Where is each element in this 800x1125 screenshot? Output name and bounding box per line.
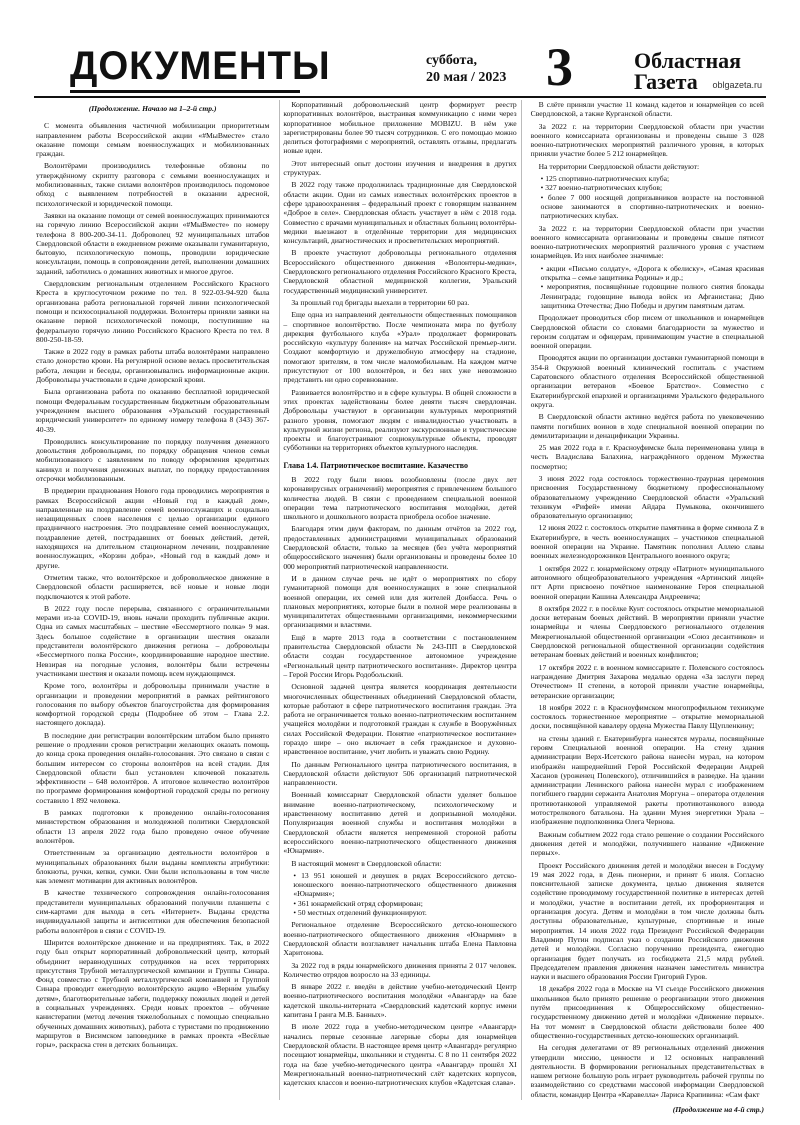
list-item: • 50 местных отделений функционируют. <box>293 908 516 917</box>
paragraph: Проект Российского движения детей и молодёжи внесен в Госдуму 19 мая 2022 года, в День пионерии, и принят 6 июля. Согласно пояснительной записке документа, целью движения является содействие проводимому государственной политике в интересах детей и молодёжи, участие в воспитании детей, их профориентация и организация досуга. Детям и молодёжи в том числе должны быть доступны образовательные, культурные, спортивные и иные мероприятия. 14 июля 2022 года Президент Российской Федерации Владимир Путин подписал указ о создании Российского движения детей и молодёжи. Согласно поручению президента, ежегодно организация будет получать из госбюджета 21,5 млрд рублей. Председателем правления движения назначен заместитель министра науки и высшего образования России Григорий Гуров. <box>530 860 764 982</box>
paragraph: В июле 2022 года в учебно-методическом центре «Авангард» начались первые сезонные лагерные сборы для юнармейцев Свердловской области. В настоящее время центр «Авангард» регулярно посещают юнармейцы, школьники и студенты. С 8 по 11 сентября 2022 года на базе учебно-методического центра «Авангард» прошёл XI Межрегиональный военно-патриотический слёт кадетских корпусов, кадетских классов и военно-патриотических клубов «Кадетская слава». <box>283 1022 517 1088</box>
paragraph: 3 июня 2022 года состоялось торжественно-траурная церемония присвоения Государственному бюджетному профессиональному образовательному учреждению Свердловской области «Уральский техникум «Рифей» имени Айдара Пумыкова, окончившего образовательную организацию; <box>530 473 764 521</box>
continuation-note: (Продолжение. Начало на 1–2-й стр.) <box>88 104 217 113</box>
paragraph: В 2022 году были вновь возобновлены (после двух лет коронавирусных ограничений) мероприятия с привлечением большого количества людей. В связи с проведением специальной военной операции тема патриотического воспитания молодёжи, детей школьного и дошкольного возраста приобрела особое значение. <box>283 474 517 522</box>
paragraph: Военный комиссариат Свердловской области уделяет большое внимание военно-патриотическому, психологическому и нравственному воспитанию детей и допризывной молодёжи. Популяризация военной службы и воспитания молодёжи в Свердловской области является непременной стороной работы всероссийского военно-патриотического общественного движения «Юнармия». <box>283 790 517 856</box>
paragraph: Развивается волонтёрство и в сфере культуры. В общей сложности в этих проектах задействованы более девяти тысяч свердловчан. Добровольцы участвуют в организации культурных мероприятий разного уровня, помогают людям с инвалидностью участвовать в культурной жизни региона, реализуют экскурсионные и туристические проекты и благоустраивают социокультурные объекты, проводят субботники на территориях объектов культурного наследия. <box>283 387 517 453</box>
paragraph: В последние дни регистрации волонтёрским штабом было принято решение о продлении сроков регистрации желающих оказать помощь до конца срока проведения онлайн-голосования. Это связано в связи с большим интересом со стороны волонтёров на всей стадии. Для Свердловской области был установлен ключевой показатель эффективности – 648 волонтёров. А итоговое количество волонтёров по программе формирования комфортной городской среды по региону составило 1 892 человека. <box>36 730 270 805</box>
paragraph: Кроме того, волонтёры и добровольцы принимали участие в организации и проведении мероприятий в рамках рейтингового голосования по выбору объектов благоустройства для формирования комфортной городской среды (Подробнее об этом – Глава 2.2. настоящего доклада). <box>36 681 270 728</box>
paragraph: В настоящий момент в Свердловской области: <box>291 858 442 868</box>
paragraph: За 2022 год в ряды юнармейского движения приняты 2 017 человек. Количество отрядов возросло на 33 единицы. <box>283 960 517 979</box>
paragraph: С момента объявления частичной мобилизации приоритетным направлением работы Всероссийской акции «#МыВместе» стало оказание помощи семьям военнослужащих и мобилизованных граждан. <box>36 121 270 159</box>
list-item: • 361 юнармейский отряд сформирован; <box>293 899 516 908</box>
column-2 <box>283 100 516 1100</box>
paragraph: В 2022 году также продолжилась традиционные для Свердловской области акции. Одни из самых известных волонтёрских проектов в сфере здравоохранения – федеральный проект с говорящим названием «Доброе в селе». Свердловская область участвует в нём с 2018 года. Совместно с врачами муниципальных и областных больниц волонтёры-медики выезжают в отделённые территории для медицинских консультаций, диагностических и просветительских мероприятий. <box>283 180 517 246</box>
paragraph: На территории Свердловской области действуют: <box>538 161 700 171</box>
paragraph: В слёте приняли участие 11 команд кадетов и юнармейцев со всей Свердловской, а также Курганской области. <box>530 100 764 119</box>
masthead <box>34 0 766 98</box>
paragraph: За 2022 г. на территории Свердловской области при участии военного комиссариата организованы и проведены свыше пятисот военно-патриотических мероприятий различного уровня с участием юнармейцев. Из них наиболее значимые: <box>530 223 764 261</box>
list-item: • мероприятия, посвящённые годовщине полного снятия блокады Ленинграда; годовщине вывода войск из Афганистана; Дню защитника Отечества; Дню Победы и другим памятным датам. <box>541 282 764 310</box>
paragraph: Основной задачей центра является координация деятельности многочисленных общественных объединений Свердловской области, которые работают в сфере патриотического воспитания граждан. Эта работа не ограничивается только военно-патриотическим воспитанием учащейся молодёжи и подготовкой граждан к службе в Вооружённых силах Российской Федерации. Понятие «патриотическое воспитание» гораздо шире – оно включает в себя гражданское и духовно-нравственное воспитание, учит любить и уважать свою Родину. <box>283 682 517 757</box>
paragraph: Проводились консультирование по порядку получения денежного довольствия добровольцами, по порядку обращения членов семьи мобилизованного с заявлением по поводу оформления кредитных каникул и получения денежных выплат, по порядку предоставления отсрочки мобилизованным. <box>36 436 270 483</box>
paragraph: Отметим также, что волонтёрское и добровольческое движение в Свердловской области расширяется, всё новые и новые люди подключаются к этой работе. <box>36 572 270 601</box>
paragraph: Свердловским региональным отделением Российского Красного Креста в круглосуточном режиме по тел. 8 922-03-94-920 была организована работа региональной горячей линии психологической помощи и психосоциальной поддержки. Волонтеры приняли заявки на оказание первой психологической помощи, поступившие на федеральную горячую линию Российского Красного Креста по тел. 8 800-250-18-59. <box>36 279 270 344</box>
paragraph: 1 октября 2022 г. юнармейскому отряду «Патриот» муниципального автономного общеобразовательного учреждения «Артинский лицей» пгт Арти присвоено почётное наименование Героя специальной военной операции Кашина Александра Андреевича; <box>530 563 764 601</box>
paragraph: Региональное отделение Всероссийского детско-юношеского военно-патриотического общественного движения «Юнармия» в Свердловской области возглавляет начальник штаба Елена Павловна Харитонова. <box>283 920 517 958</box>
paragraph: Ширится волонтёрское движение и на предприятиях. Так, в 2022 году был открыт корпоративный добровольческий центр, который объединит неравнодушных сотрудников на всех территориях присутствия Трубной металлургической компании и Группы Синара. Фонд совместно с Трубной металлургической компанией и Группой Синара проводит ежегодную волонтёрскую акцию «Верни́м улыбку детям», благотворительные забеги, поддержку пожилых людей и детей в социальных учреждениях. Среди новых проектов – обучение канистерапии (метод лечения тяжелобольных с помощью специально обученных домашних животных), работа с туристами по продвижению маршрутов в Висимском заповеднике в рамках проекта «Весёлые горы», раскраска стен в детских больницах. <box>36 937 270 1050</box>
site-url: oblgazeta.ru <box>712 80 762 90</box>
paragraph: 8 октября 2022 г. в посёлке Кунт состоялось открытие мемориальной доски ветеранам боевых действий. В мероприятии приняли участие юнармейцы и члены Свердловского регионального отделения Межрегиональной общественной организации «Союз десантников» и Свердловской региональной общественной организации содействия ветеранам боевых действий и военных конфликтов; <box>530 603 764 660</box>
chapter-heading: Глава 1.4. Патриотическое воспитание. Казачество <box>283 460 468 470</box>
paragraph: За 2022 г. на территории Свердловской области при участии военного комиссариата организованы и проведены свыше 3 028 военно-патриотических мероприятий различного уровня, в которых приняли участие более 5 212 юнармейцев. <box>530 121 764 159</box>
logo-line-1: Областная <box>634 48 742 73</box>
paragraph: Заявки на оказание помощи от семей военнослужащих принимаются на горячую линию Всероссийской акции «#МыВместе» по номеру телефона 8 800-200-34-11. Доброволец 92 муниципальных штабов Свердловской области в ежедневном режиме оказывали гуманитарную, бытовую, психологическую помощь, проводили юридические консультации, помощь в сопровождении детей, выполнении домашних заданий, заботились о домашних животных и многое другое. <box>36 210 270 276</box>
article-columns <box>36 100 764 1114</box>
paragraph: 17 октября 2022 г. в военном комиссариате г. Полевского состоялось награждение Дмитрия Захарова медалью ордена «За заслуги перед Отечеством» II степени, в которой приняли участие юнармейцы, ветеранские организации; <box>530 662 764 700</box>
issue-date <box>426 52 506 86</box>
paragraph: За прошлый год бригады выехали в территории 60 раз. <box>291 297 470 307</box>
column-divider <box>521 100 522 1100</box>
paragraph: В проекте участвуют добровольцы регионального отделения Всероссийского общественного движения «Волонтеры-медики», Свердловского регионального отделения Российского Красного Креста, Свердловской областной медицинской коллегии, Уральский государственный медицинский университет. <box>283 248 517 295</box>
issue-date-value: 20 мая / 2023 <box>426 70 507 85</box>
section-title-underline <box>70 90 300 93</box>
paragraph: В январе 2022 г. введён в действие учебно-методический Центр военно-патриотического воспитания молодёжи «Авангард» на базе кадетской школы-интерната «Свердловский кадетский корпус имени капитана I ранга М.В. Банных». <box>283 982 517 1020</box>
paragraph: Важным событием 2022 года стало решение о создании Российского движения детей и молодёжи, получившего название «Движение первых». <box>530 829 764 858</box>
continuation-tail: (Продолжение на 4-й стр.) <box>672 1104 764 1114</box>
paragraph: на стены зданий г. Екатеринбурга нанесятся муралы, посвящённые героям Специальной военной операции. На стену здания администрации Верх-Исетского района нанесён мурал, на котором изображён нашреднейший Герой Российской Федерации Андрей Хасанов (уроженец Полевского), отличившийся в разведке. На здании администрации Ленинского района нанесён мурал с изображением погибшего гвардии сержанта Анатолия Моргуна – оператора отделения противотанковой управляемой ракеты противотанкового взвода мотострелкового батальона. На здании Музея энергетики Урала – изображение подполковника Олега Чернова. <box>530 733 764 827</box>
paragraph: 25 мая 2022 года в г. Красноуфимске была переименована улица в честь Владислава Балахина, награждённого орденом Мужества посмертно; <box>530 443 764 471</box>
paragraph: Корпоративный добровольческий центр формирует реестр корпоративных волонтёров, выстраивая коммуникацию с ними через корпоративное мобильное приложение MOBIZU. В нём уже зарегистрированы более 90 тысяч сотрудников. С его помощью можно делиться фотографиями с мероприятий, оставлять отзывы, предлагать новые идеи. <box>283 100 517 156</box>
paragraph: По данным Регионального центра патриотического воспитания, в Свердловской области действуют 506 организаций патриотической направленности. <box>283 759 517 788</box>
paragraph: Благодаря этим двум факторам, по данным отчётов за 2022 год, предоставленных администрациями муниципальных образований Свердловской области, только за месяцев (без учёта мероприятий общероссийского значения) были организованы и проведены более 10 000 мероприятий патриотической направленности. <box>283 524 517 571</box>
list-item: • 125 спортивно-патриотических клуба; <box>541 174 764 183</box>
list-item: • 13 951 юношей и девушек в рядах Всероссийского детско-юношеского военно-патриотического общественного движения «Юнармия»; <box>293 871 516 899</box>
paragraph: Волонтёрами производились телефонные обзвоны по утверждённому скрипту разговора с семьями военнослужащих и мобилизованных, также силами волонтёров производилось подомовое обход с выявлением потребностей в оказании адресной, психологической и юридической помощи. <box>36 161 270 208</box>
bullet-list <box>531 174 764 220</box>
column-1 <box>36 100 269 1100</box>
paragraph: На сегодня делегатами от 89 региональных отделений движения утвердили миссию, ценности и 12 основных направлений деятельности. В формировании региональных представительствах в нашем регионе большую роль играет руководитель рабочей группы по взаимодействию со средствами массовой информации Свердловской области, командир Центра «Каравелла» Лариса Крапивина: «Сам факт <box>530 1043 764 1099</box>
bullet-list <box>283 871 516 917</box>
paragraph: 12 июня 2022 г. состоялось открытие памятника в форме символа Z в Екатеринбурге, в честь военнослужащих – участников специальной военной операции на Украине. Памятник пополнил Аллею славы военных железнодорожников Центрального военного округа; <box>530 523 764 561</box>
paragraph: В Свердловской области активно ведётся работа по увековечению памяти погибших воинов в ходе специальной военной операции по демилитаризации и денацификации Украины. <box>530 412 764 440</box>
paragraph: Этот интересный опыт достоин изучения и внедрения в других структурах. <box>283 158 517 178</box>
paragraph: 18 декабря 2022 года в Москве на VI съезде Российского движения школьников было принято решение о реорганизации этого движения путём присоединения к Общероссийскому общественно-государственному движению детей и молодёжи «Движение первых». На тот момент в Свердловской области действовали более 400 общественно-государственных детско-юношеских организаций. <box>530 984 764 1040</box>
paragraph: Проводятся акции по организации доставки гуманитарной помощи в 354-й Окружной военный клинический госпиталь с участием Саратовского областного отделения Всероссийской общественной организации ветеранов «Боевое Братство». Совместно с Екатеринбургской епархией и организациями Уральского федерального округа. <box>530 353 764 409</box>
column-3 <box>530 100 764 1114</box>
paragraph: Еще одна из направлений деятельности общественных помощников – спортивное волонтёрство. После чемпионата мира по футболу дирекция футбольного клуба «Урал» продолжает формировать российскую «культуру боления» на матчах Российской премьер-лиги. Создают комфортную и дружелюбную атмосферу на стадионе, помогают зрителям, в том числе маломобильным. На каждом матче присутствуют от 100 волонтёров, и без них уже невозможно представить ни одно соревнование. <box>283 310 517 385</box>
paragraph: И в данном случае речь не идёт о мероприятиях по сбору гуманитарной помощи для военнослужащих в зоне специальной военной операции, их семей или для жителей Донбасса. Речь о плановых мероприятиях, которые были в полной мере реализованы в муниципалитетах общественными организациями, некоммерческими организациями и властями. <box>283 573 517 630</box>
list-item: • 327 военно-патриотических клубов; <box>541 183 764 192</box>
paragraph: Также в 2022 году в рамках работы штаба волонтёрами направлено стало донорство крови. На регулярной основе велась просветительская работа, лекции и беседы, организовывались информационные акции. Добровольцы участвовали в сдаче донорской крови. <box>36 347 270 385</box>
logo-line-2: Газета <box>634 69 698 94</box>
paragraph: В предверии празднования Нового года проводились мероприятия в рамках Всероссийской акции «Новый год в каждый дом», направленные на поздравление семей военнослужащих и социально незащищенных слоев населения с целью организации единого праздничного настроения. Это поздравление семей военнослужащих, поздравление детей, пострадавших от боевых действий, детей, находящихся на длительном стационарном лечении, поздравление военнослужащих, «Корзин добра», «Новый год в каждый дом» и другие. <box>36 486 270 570</box>
paragraph: 18 ноября 2022 г. в Красноуфимском многопрофильном техникуме состоялось торжественное мероприятие – открытие мемориальной доски, посвящённой кавалеру ордена Мужества Павлу Щупленкину; <box>530 702 764 731</box>
page-number: 3 <box>546 37 573 97</box>
section-title: ДОКУМЕНТЫ <box>70 44 331 88</box>
paragraph: Была организована работа по оказанию бесплатной юридической помощи Федеральным государственным бюджетным образовательным учреждением высшего образования «Уральский государственный юридический университет» по единому номеру телефона 8 (343) 367-40-39. <box>36 387 270 434</box>
bullet-list <box>531 264 764 310</box>
list-item: • более 7 000 носящей допризывников возрасте на постоянной основе занимаются в спортивно-патриотических и военно-патриотических клубах. <box>541 193 764 221</box>
paragraph: В 2022 году после перерыва, связанного с ограничительными мерами из-за COVID-19, вновь начали проходить публичные акции. Одна из самых масштабных – шествие «Бессмертного полка» 9 мая. Здесь большое содействие в организации шествия оказали представители волонтёрского движения региона – добровольцы «Бессмертного полка России», координировавшие народное шествие. Невзирая на погодные условия, волонтёры были встречены участниками шествия и оказали помощь всем нуждающимся. <box>36 603 270 678</box>
paragraph: Ответственным за организацию деятельности волонтёров в муниципальных образованиях были выданы комплекты атрибутики: блокноты, ручки, кепки, сумки. Они были использованы в том числе как элемент мотивации для активных волонтёров. <box>36 848 270 886</box>
column-divider <box>279 100 280 1100</box>
list-item: • акции «Письмо солдату», «Дорога к обелиску», «Самая красивая открытка – семье защитника Родины» и др.; <box>541 264 764 283</box>
paragraph: Ещё в марте 2013 года в соответствии с постановлением правительства Свердловской области № 243-ПП в Свердловской области создан государственное автономное учреждение «Региональный центр патриотического воспитания». Директор центра – Герой России Игорь Родобольский. <box>283 632 517 679</box>
issue-day: суббота, <box>426 53 478 68</box>
paragraph: В рамках подготовки к проведению онлайн-голосования министерством образования и молодежной политики Свердловской области 13 апреля 2022 года было проведено очное обучение волонтёров. <box>36 808 270 845</box>
paragraph: Продолжает проводиться сбор писем от школьников и юнармейцев Свердловской области со словами благодарности за мужество и героизм солдатам и офицерам, принимающим участие в специальной военной операции. <box>530 313 764 351</box>
paragraph: В качестве технического сопровождения онлайн-голосования представители муниципальных образований получили планшеты с сим-картами для выхода в сеть «Интернет». Выданы средства индивидуальной защиты и антисептики для обеспечения безопасной работы волонтёров в связи с COVID-19. <box>36 888 270 935</box>
